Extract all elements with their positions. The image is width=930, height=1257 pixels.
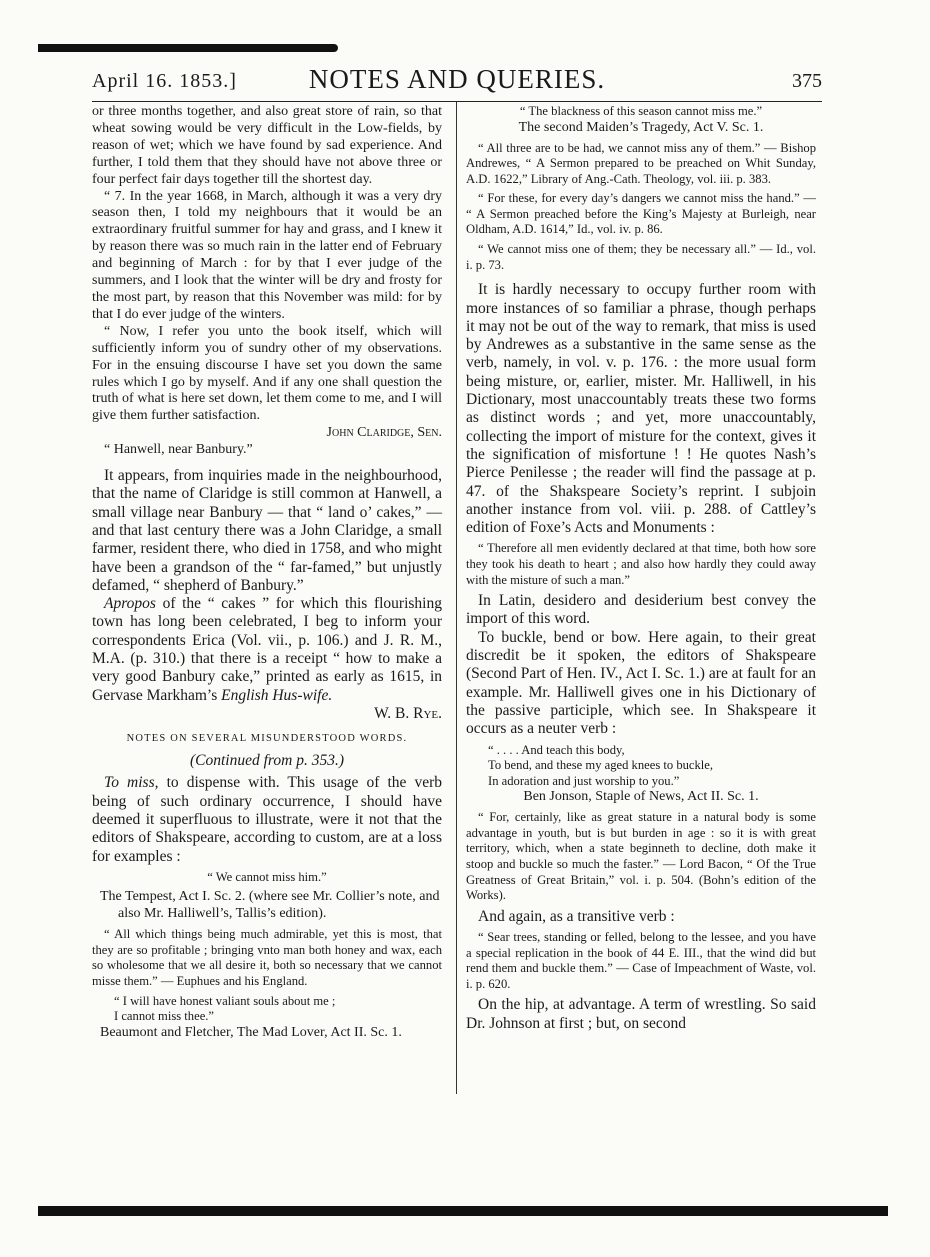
quotation: “ All three are to be had, we cannot miss any of them.” — Bishop Andrewes, “ A Sermon prepared to be preached on Whit Sunday, A.D. 1622,” Library of Ang.-Cath. Theology, vol. iii. p. 383. xyxy=(466,140,816,186)
paragraph: It appears, from inquiries made in the neighbourhood, that the name of Claridge is still common at Hanwell, a small village near Banbury — that “ land o’ cakes,” — and that last century there was a John Claridge, a small farmer, resident there, who died in 1758, and who might have been a grandson of the “ far-famed,” but unjustly defamed, “ shepherd of Banbury.” xyxy=(92,467,442,594)
quotation: “ We cannot miss him.” xyxy=(207,869,327,884)
paragraph: On the hip, at advantage. A term of wrestling. So said Dr. Johnson at first ; but, on second xyxy=(466,996,816,1032)
quotation: “ Therefore all men evidently declared at that time, both how sore they took his death to heart ; and also how hardly they could away with the misture of such a man.” xyxy=(466,541,816,587)
paragraph: “ Now, I refer you unto the book itself, which will sufficiently inform you of sundry other of my observations. For in the ensuing discourse I have set you down the same rules which I go by myself. And if any one shall question the truth of what is here set down, let them come to me, and I will give them further satisfaction. xyxy=(92,323,442,424)
italic-text: To miss, xyxy=(104,774,159,792)
issue-date: April 16. 1853.] xyxy=(92,70,237,92)
verse-line: I cannot miss thee.” xyxy=(114,1009,215,1024)
page-header xyxy=(92,64,822,98)
right-column xyxy=(466,104,816,1033)
page-number: 375 xyxy=(792,70,822,92)
verse-line: To bend, and these my aged knees to buckle, xyxy=(488,758,714,773)
quotation: “ We cannot miss one of them; they be necessary all.” — Id., vol. i. p. 73. xyxy=(466,242,816,272)
paragraph-text: to dispense with. This usage of the verb being of such ordinary occurrence, I should have deemed it superfluous to illustrate, were it not that the editors of Shakspeare, according to custom, are at a loss for examples : xyxy=(92,774,443,865)
signature-text: John Claridge, Sen. xyxy=(326,425,442,441)
quotation-source: The second Maiden’s Tragedy, Act V. Sc. 1. xyxy=(518,119,764,135)
paragraph: or three months together, and also great store of rain, so that wheat sowing would be very difficult in the Low-fields, by reason of wet; which we have found by sad experience. And further, I told them that they should have not above three or four perfect fair days together till the shortest day. xyxy=(92,104,442,187)
paragraph-text: of the “ cakes ” for which this flourishing town has long been celebrated, I beg to inform your correspondents Erica (Vol. vii., p. 106.) and J. R. M., M.A. (p. 310.) that there is a receipt “ how to make a very good Banbury cake,” printed as early as 1615, in Gervase Markham’s xyxy=(92,595,442,704)
paragraph: It is hardly necessary to occupy further room with more instances of so familiar a phrase, though perhaps it may not be out of the way to remark, that miss is used by Andrewes as a substantive in the same sense as the verb, namely, in vol. v. p. 176. : the more usual form being misture, or, earlier, mister. Mr. Halliwell, in his Dictionary, most unaccountably treats these two forms as distinct words ; and yet, more unaccountably, collecting the import of misture for the context, gives it the signification of misfortune ! ! He quotes Nash’s Pierce Penilesse ; the reader will find the passage at p. 47. of the Shakspeare Society’s reprint. I subjoin another instance from vol. viii. p. 288. of Cattley’s edition of Foxe’s Acts and Monuments : xyxy=(466,281,816,537)
quotation: “ All which things being much admirable, yet this is most, that they are so profitable ; bringing vnto man both honey and wax, each so wholesome that we all desire it, both so necessary that we cannot misse them.” — Euphues and his England. xyxy=(92,927,442,989)
quotation: “ Sear trees, standing or felled, belong to the lessee, and you have a special replication in the book of 44 E. III., that the wind did but rend them and buckle them.” — Case of Impeachment of Waste, vol. i. p. 620. xyxy=(466,930,816,991)
paragraph: To buckle, bend or bow. Here again, to their great discredit be it spoken, the editors of Shakspeare (Second Part of Hen. IV., Act I. Sc. 1.) are at fault for an example. Mr. Halliwell gives one in his Dictionary of the passive participle, which see. In Shakspeare it occurs as a neuter verb : xyxy=(466,628,816,738)
paragraph xyxy=(92,774,442,865)
signature xyxy=(92,425,442,442)
italic-text: (Continued from p. 353.) xyxy=(190,752,344,770)
section-heading: NOTES ON SEVERAL MISUNDERSTOOD WORDS. xyxy=(126,733,408,745)
verse-line: “ . . . . And teach this body, xyxy=(488,742,625,757)
verse-line: In adoration and just worship to you.” xyxy=(488,773,680,788)
header-rule xyxy=(92,101,822,102)
bottom-decorative-bar xyxy=(38,1206,888,1216)
paragraph xyxy=(92,595,442,705)
italic-text: English Hus-wife. xyxy=(221,686,333,704)
paragraph: “ 7. In the year 1668, in March, although it was a very dry season then, I told my neighbours that it would be an extraordinary fruitful summer for hay and grass, and I knew it by reason there was so much rain in the latter end of February and beginning of March : for by that I ever judge of the summers, and I look that the winter will be dry and frosty for the most part, by reason that this November was mild: for by that I do ever judge of the winters. xyxy=(92,188,442,322)
paragraph: In Latin, desidero and desiderium best convey the import of this word. xyxy=(466,592,816,628)
left-column xyxy=(92,104,442,1042)
column-divider xyxy=(456,102,457,1094)
verse-line: “ I will have honest valiant souls about me ; xyxy=(114,993,336,1008)
quotation: “ For, certainly, like as great stature in a natural body is some advantage in youth, but is but burden in age : so it is with great territory, which, when a state beginneth to decline, doth make it stoop and buckle so much the faster.” — Lord Bacon, “ Of the True Greatness of Great Britain,” vol. i. p. 504. (Bohn’s edition of the Works). xyxy=(466,810,816,903)
continued-note xyxy=(92,752,442,770)
journal-title: NOTES AND QUERIES. xyxy=(308,64,606,94)
paragraph: “ Hanwell, near Banbury.” xyxy=(104,442,253,458)
quotation: “ The blackness of this season cannot miss me.” xyxy=(519,104,763,118)
quotation: “ For these, for every day’s dangers we cannot miss the hand.” — “ A Sermon preached before the King’s Majesty at Burleigh, near Oldham, A.D. 1614,” Id., vol. iv. p. 86. xyxy=(466,191,816,237)
quotation-source: The Tempest, Act I. Sc. 2. (where see Mr. Collier’s note, and also Mr. Halliwell’s, Tallis’s edition). xyxy=(100,889,440,922)
signature-text: W. B. Rye. xyxy=(374,704,442,722)
italic-text: Apropos xyxy=(104,595,156,613)
signature xyxy=(92,705,442,723)
paragraph: And again, as a transitive verb : xyxy=(478,907,675,925)
quotation-source: Beaumont and Fletcher, The Mad Lover, Act II. Sc. 1. xyxy=(100,1024,402,1040)
quotation-source: Ben Jonson, Staple of News, Act II. Sc. 1. xyxy=(523,789,759,805)
top-decorative-bar xyxy=(38,44,338,52)
